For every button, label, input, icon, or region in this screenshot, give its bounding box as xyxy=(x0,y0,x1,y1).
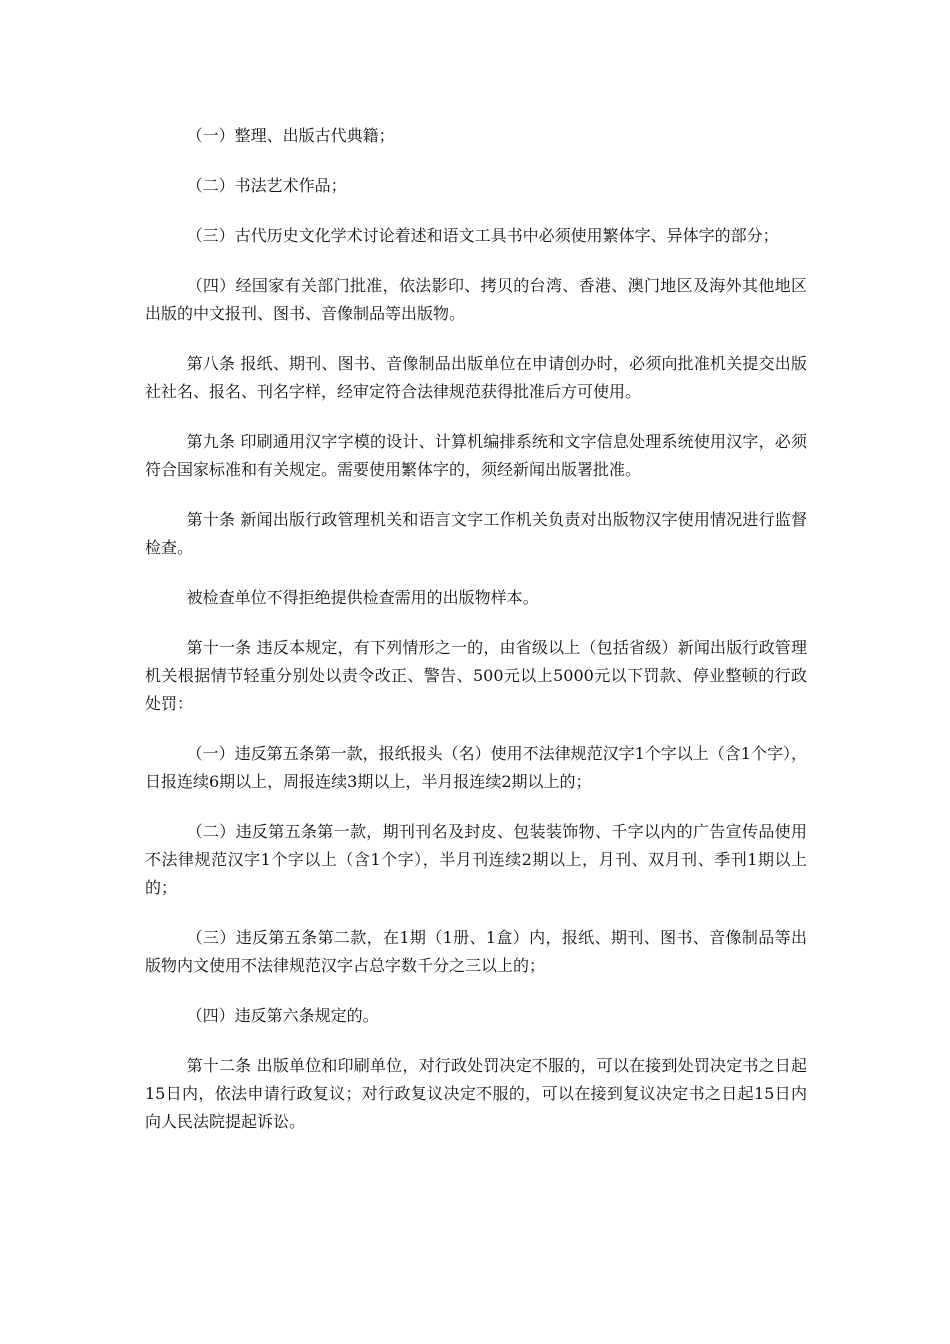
document-body xyxy=(145,122,807,1158)
paragraph-item-4: （四）经国家有关部门批准，依法影印、拷贝的台湾、香港、澳门地区及海外其他地区出版的中文报刊、图书、音像制品等出版物。 xyxy=(145,276,807,323)
article-10: 第十条 新闻出版行政管理机关和语言文字工作机关负责对出版物汉字使用情况进行监督检查。 xyxy=(145,510,807,557)
article-12: 第十二条 出版单位和印刷单位，对行政处罚决定不服的，可以在接到处罚决定书之日起15日内，依法申请行政复议；对行政复议决定不服的，可以在接到复议决定书之日起15日内向人民法院提起诉讼。 xyxy=(145,1056,807,1131)
article-11-item-2: （二）违反第五条第一款，期刊刊名及封皮、包装装饰物、千字以内的广告宣传品使用不法律规范汉字1个字以上（含1个字），半月刊连续2期以上，月刊、双月刊、季刊1期以上的； xyxy=(145,822,807,897)
paragraph-item-1: （一）整理、出版古代典籍； xyxy=(186,126,395,145)
paragraph-item-2: （二）书法艺术作品； xyxy=(186,176,347,195)
article-11-item-4: （四）违反第六条规定的。 xyxy=(186,1006,379,1025)
article-8: 第八条 报纸、期刊、图书、音像制品出版单位在申请创办时，必须向批准机关提交出版社社名、报名、刊名字样，经审定符合法律规范获得批准后方可使用。 xyxy=(145,354,807,401)
article-11: 第十一条 违反本规定，有下列情形之一的，由省级以上（包括省级）新闻出版行政管理机关根据情节轻重分别处以责令改正、警告、500元以上5000元以下罚款、停业整顿的行政处罚： xyxy=(145,638,807,713)
article-9: 第九条 印刷通用汉字字模的设计、计算机编排系统和文字信息处理系统使用汉字，必须符合国家标准和有关规定。需要使用繁体字的，须经新闻出版署批准。 xyxy=(145,432,807,479)
article-10-clause: 被检查单位不得拒绝提供检查需用的出版物样本。 xyxy=(186,588,539,607)
article-11-item-3: （三）违反第五条第二款，在1期（1册、1盒）内，报纸、期刊、图书、音像制品等出版物内文使用不法律规范汉字占总字数千分之三以上的； xyxy=(145,928,807,975)
paragraph-item-3: （三）古代历史文化学术讨论着述和语文工具书中必须使用繁体字、异体字的部分； xyxy=(186,226,779,245)
article-11-item-1: （一）违反第五条第一款，报纸报头（名）使用不法律规范汉字1个字以上（含1个字），日报连续6期以上，周报连续3期以上，半月报连续2期以上的； xyxy=(145,744,807,791)
